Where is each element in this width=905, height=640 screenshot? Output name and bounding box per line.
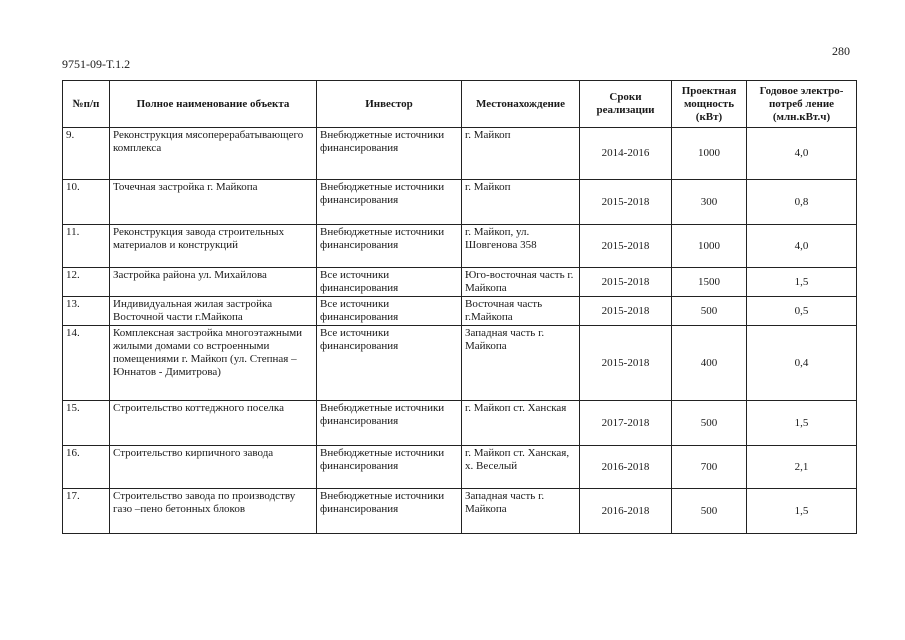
cell-number: 12. [63, 268, 110, 297]
cell-object-name: Строительство коттеджного поселка [110, 401, 317, 446]
table-row [63, 180, 857, 225]
cell-investor: Внебюджетные источники финансирования [317, 128, 462, 180]
cell-investor: Все источники финансирования [317, 326, 462, 401]
cell-consumption: 2,1 [747, 446, 857, 489]
header-number: №п/п [63, 81, 110, 128]
cell-consumption: 4,0 [747, 225, 857, 268]
cell-power: 500 [672, 297, 747, 326]
cell-investor: Внебюджетные источники финансирования [317, 225, 462, 268]
cell-power: 1500 [672, 268, 747, 297]
table-row [63, 297, 857, 326]
header-object-name: Полное наименование объекта [110, 81, 317, 128]
table-header-row [63, 81, 857, 128]
cell-location: г. Майкоп ст. Ханская [462, 401, 580, 446]
table-row [63, 225, 857, 268]
cell-consumption: 1,5 [747, 489, 857, 534]
cell-number: 11. [63, 225, 110, 268]
cell-power: 700 [672, 446, 747, 489]
cell-number: 17. [63, 489, 110, 534]
cell-location: Восточная часть г.Майкопа [462, 297, 580, 326]
cell-power: 400 [672, 326, 747, 401]
cell-location: г. Майкоп [462, 128, 580, 180]
cell-object-name: Реконструкция мясоперерабатывающего комплекса [110, 128, 317, 180]
cell-location: г. Майкоп ст. Ханская, х. Веселый [462, 446, 580, 489]
table-row [63, 128, 857, 180]
cell-object-name: Строительство завода по производству газо –пено бетонных блоков [110, 489, 317, 534]
cell-consumption: 0,4 [747, 326, 857, 401]
cell-object-name: Реконструкция завода строительных материалов и конструкций [110, 225, 317, 268]
table-row [63, 268, 857, 297]
cell-object-name: Строительство кирпичного завода [110, 446, 317, 489]
table-row [63, 489, 857, 534]
cell-period: 2014-2016 [580, 128, 672, 180]
cell-period: 2016-2018 [580, 489, 672, 534]
cell-consumption: 4,0 [747, 128, 857, 180]
header-location: Местонахождение [462, 81, 580, 128]
cell-period: 2015-2018 [580, 326, 672, 401]
cell-power: 1000 [672, 225, 747, 268]
cell-period: 2015-2018 [580, 297, 672, 326]
cell-period: 2015-2018 [580, 268, 672, 297]
cell-number: 10. [63, 180, 110, 225]
header-investor: Инвестор [317, 81, 462, 128]
cell-location: Юго-восточная часть г. Майкопа [462, 268, 580, 297]
cell-location: Западная часть г. Майкопа [462, 489, 580, 534]
cell-investor: Внебюджетные источники финансирования [317, 401, 462, 446]
cell-location: Западная часть г. Майкопа [462, 326, 580, 401]
cell-consumption: 1,5 [747, 401, 857, 446]
cell-consumption: 0,5 [747, 297, 857, 326]
cell-investor: Внебюджетные источники финансирования [317, 446, 462, 489]
cell-object-name: Точечная застройка г. Майкопа [110, 180, 317, 225]
cell-investor: Все источники финансирования [317, 297, 462, 326]
cell-period: 2017-2018 [580, 401, 672, 446]
cell-consumption: 1,5 [747, 268, 857, 297]
cell-number: 9. [63, 128, 110, 180]
cell-power: 500 [672, 401, 747, 446]
table-row [63, 326, 857, 401]
cell-number: 13. [63, 297, 110, 326]
page-number: 280 [832, 44, 850, 58]
cell-location: г. Майкоп [462, 180, 580, 225]
cell-power: 1000 [672, 128, 747, 180]
cell-number: 14. [63, 326, 110, 401]
cell-period: 2016-2018 [580, 446, 672, 489]
cell-location: г. Майкоп, ул. Шовгенова 358 [462, 225, 580, 268]
cell-number: 16. [63, 446, 110, 489]
cell-investor: Внебюджетные источники финансирования [317, 180, 462, 225]
table-row [63, 446, 857, 489]
table-row [63, 401, 857, 446]
header-power: Проектная мощность (кВт) [672, 81, 747, 128]
header-consumption: Годовое электро-потреб ление (млн.кВт.ч) [747, 81, 857, 128]
cell-power: 500 [672, 489, 747, 534]
cell-investor: Все источники финансирования [317, 268, 462, 297]
cell-number: 15. [63, 401, 110, 446]
cell-period: 2015-2018 [580, 225, 672, 268]
projects-table [62, 80, 857, 534]
cell-object-name: Застройка района ул. Михайлова [110, 268, 317, 297]
cell-investor: Внебюджетные источники финансирования [317, 489, 462, 534]
cell-object-name: Комплексная застройка многоэтажными жилыми домами со встроенными помещениями г. Майкоп (ул. Степная –Юннатов - Димитрова) [110, 326, 317, 401]
cell-object-name: Индивидуальная жилая застройка Восточной части г.Майкопа [110, 297, 317, 326]
header-period: Сроки реализации [580, 81, 672, 128]
cell-period: 2015-2018 [580, 180, 672, 225]
cell-consumption: 0,8 [747, 180, 857, 225]
cell-power: 300 [672, 180, 747, 225]
document-code: 9751-09-Т.1.2 [62, 57, 131, 71]
